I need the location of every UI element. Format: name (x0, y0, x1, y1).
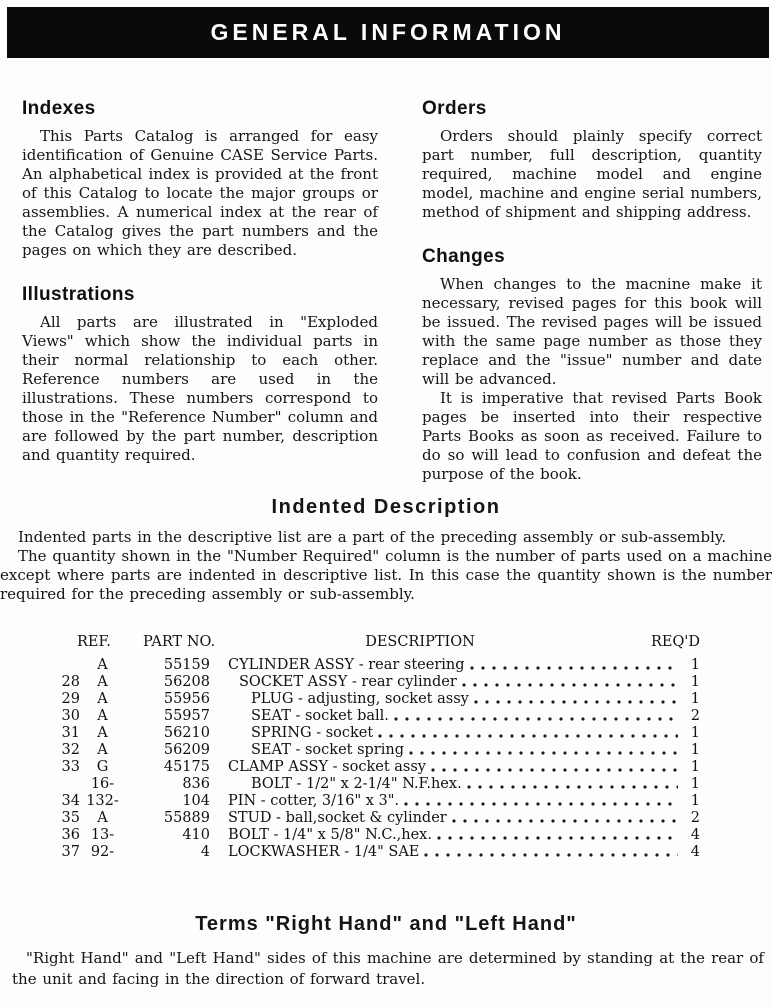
part-prefix-cell: G (96, 759, 109, 775)
part-number-cell: 4 (200, 844, 210, 860)
dot-leader (393, 708, 678, 723)
dot-leader (436, 827, 678, 842)
dot-leader (377, 725, 678, 740)
table-row (60, 725, 700, 742)
header-reqd: REQ'D (650, 634, 700, 650)
part-number-cell: 836 (182, 776, 210, 792)
ref-cell: 29 (61, 691, 80, 707)
description-cell: SEAT - socket ball. (251, 708, 389, 724)
quantity-cell: 1 (690, 725, 700, 741)
table-row (60, 691, 700, 708)
ref-cell: 37 (61, 844, 80, 860)
parts-table (60, 634, 700, 861)
ref-cell: 31 (61, 725, 80, 741)
dot-leader (430, 759, 678, 774)
part-number-cell: 56208 (163, 674, 210, 690)
indented-description-heading: Indented Description (271, 496, 501, 518)
part-prefix-cell: A (97, 657, 108, 673)
part-number-cell: 55889 (163, 810, 210, 826)
dot-leader (461, 674, 678, 689)
ref-cell: 30 (61, 708, 80, 724)
description-cell: PLUG - adjusting, socket assy (251, 691, 469, 707)
part-prefix-cell: 132- (86, 793, 119, 809)
part-prefix-cell: 16- (90, 776, 115, 792)
right-column (422, 98, 762, 484)
part-number-cell: 104 (182, 793, 210, 809)
orders-heading: Orders (422, 98, 487, 119)
two-column-region (0, 58, 772, 484)
description-cell: SOCKET ASSY - rear cylinder (239, 674, 457, 690)
description-cell: LOCKWASHER - 1/4" SAE (228, 844, 420, 860)
changes-heading: Changes (422, 246, 506, 267)
page-title: GENERAL INFORMATION (210, 19, 566, 45)
dot-leader (423, 844, 678, 859)
illustrations-heading: Illustrations (22, 284, 135, 305)
table-row (60, 844, 700, 861)
table-row (60, 708, 700, 725)
ref-cell: 32 (61, 742, 80, 758)
section-illustrations (22, 284, 378, 465)
dot-leader (473, 691, 678, 706)
description-cell: CLAMP ASSY - socket assy (228, 759, 426, 775)
section-indexes (22, 98, 378, 260)
quantity-cell: 1 (690, 691, 700, 707)
part-prefix-cell: A (97, 810, 108, 826)
indented-paragraph-1: Indented parts in the descriptive list are a part of the preceding assembly or sub-assembly. (18, 528, 727, 546)
part-number-cell: 55957 (163, 708, 210, 724)
table-row (60, 810, 700, 827)
table-row (60, 759, 700, 776)
description-cell: STUD - ball,socket & cylinder (228, 810, 447, 826)
part-prefix-cell: A (97, 742, 108, 758)
part-prefix-cell: A (97, 708, 108, 724)
part-prefix-cell: A (97, 725, 108, 741)
description-cell: BOLT - 1/4" x 5/8" N.C.,hex. (228, 827, 432, 843)
table-row (60, 742, 700, 759)
table-row (60, 674, 700, 691)
quantity-cell: 1 (690, 776, 700, 792)
description-cell: SPRING - socket (251, 725, 374, 741)
description-cell: CYLINDER ASSY - rear steering (228, 657, 465, 673)
part-prefix-cell: A (97, 691, 108, 707)
dot-leader (408, 742, 678, 757)
dot-leader (403, 793, 678, 808)
part-prefix-cell: 13- (90, 827, 115, 843)
quantity-cell: 1 (690, 657, 700, 673)
section-indented-description (0, 496, 772, 604)
indexes-paragraph: This Parts Catalog is arranged for easy identification of Genuine CASE Service Parts. An alphabetical index is provided at the front of this Catalog to locate the major groups or assemblies. A numerical index at the rear of the Catalog gives the part numbers and the pages on which they are described. (22, 127, 378, 259)
description-cell: BOLT - 1/2" x 2-1/4" N.F.hex. (251, 776, 462, 792)
section-changes (422, 246, 762, 484)
ref-cell: 35 (61, 810, 80, 826)
catalog-page (0, 7, 772, 1007)
description-cell: PIN - cotter, 3/16" x 3". (228, 793, 400, 809)
description-cell: SEAT - socket spring (251, 742, 404, 758)
parts-table-header (60, 634, 700, 652)
orders-paragraph: Orders should plainly specify correct part number, full description, quantity required, machine model and engine model, machine and engine serial numbers, method of shipment and shipping address. (422, 127, 762, 221)
table-row (60, 793, 700, 810)
terms-heading: Terms "Right Hand" and "Left Hand" (195, 913, 577, 935)
quantity-cell: 4 (690, 844, 700, 860)
dot-leader (451, 810, 678, 825)
indexes-heading: Indexes (22, 98, 96, 119)
section-terms (0, 913, 772, 990)
part-number-cell: 55956 (163, 691, 210, 707)
part-number-cell: 56210 (163, 725, 210, 741)
ref-cell: 33 (61, 759, 80, 775)
illustrations-paragraph: All parts are illustrated in "Exploded Views" which show the individual parts in their normal relationship to each other. Reference numbers are used in the illustrations. These numbers correspond to those in the "Reference Number" column and are followed by the part number, description and quantity required. (22, 313, 378, 464)
dot-leader (469, 657, 678, 672)
quantity-cell: 4 (690, 827, 700, 843)
table-row (60, 827, 700, 844)
quantity-cell: 1 (690, 674, 700, 690)
part-prefix-cell: A (97, 674, 108, 690)
ref-cell: 28 (61, 674, 80, 690)
quantity-cell: 2 (690, 810, 700, 826)
quantity-cell: 1 (690, 793, 700, 809)
section-orders (422, 98, 762, 222)
dot-leader (466, 776, 678, 791)
table-row (60, 776, 700, 793)
table-row (60, 657, 700, 674)
page-header-bar (7, 7, 769, 58)
quantity-cell: 1 (690, 759, 700, 775)
changes-paragraph-2: It is imperative that revised Parts Book pages be inserted into their respective Parts Books as soon as received. Failure to do so will lead to confusion and defeat the purpose of the book. (422, 389, 762, 483)
ref-cell: 36 (61, 827, 80, 843)
header-part-no: PART NO. (143, 634, 216, 650)
quantity-cell: 2 (690, 708, 700, 724)
indented-paragraph-2: The quantity shown in the "Number Required" column is the number of parts used on a machine except where parts are indented in descriptive list. In this case the quantity shown is the number required for the preceding assembly or sub-assembly. (0, 547, 772, 603)
part-number-cell: 45175 (163, 759, 210, 775)
part-prefix-cell: 92- (90, 844, 115, 860)
left-column (22, 98, 378, 484)
header-ref: REF. (77, 634, 111, 650)
part-number-cell: 55159 (163, 657, 210, 673)
part-number-cell: 410 (182, 827, 210, 843)
terms-paragraph: "Right Hand" and "Left Hand" sides of this machine are determined by standing at the rear of the unit and facing in the direction of forward travel. (12, 949, 764, 988)
ref-cell: 34 (61, 793, 80, 809)
part-number-cell: 56209 (163, 742, 210, 758)
changes-paragraph-1: When changes to the macnine make it necessary, revised pages for this book will be issued. The revised pages will be issued with the same page number as those they replace and the "issue" number and date will be advanced. (422, 275, 762, 388)
header-description: DESCRIPTION (365, 634, 475, 650)
quantity-cell: 1 (690, 742, 700, 758)
